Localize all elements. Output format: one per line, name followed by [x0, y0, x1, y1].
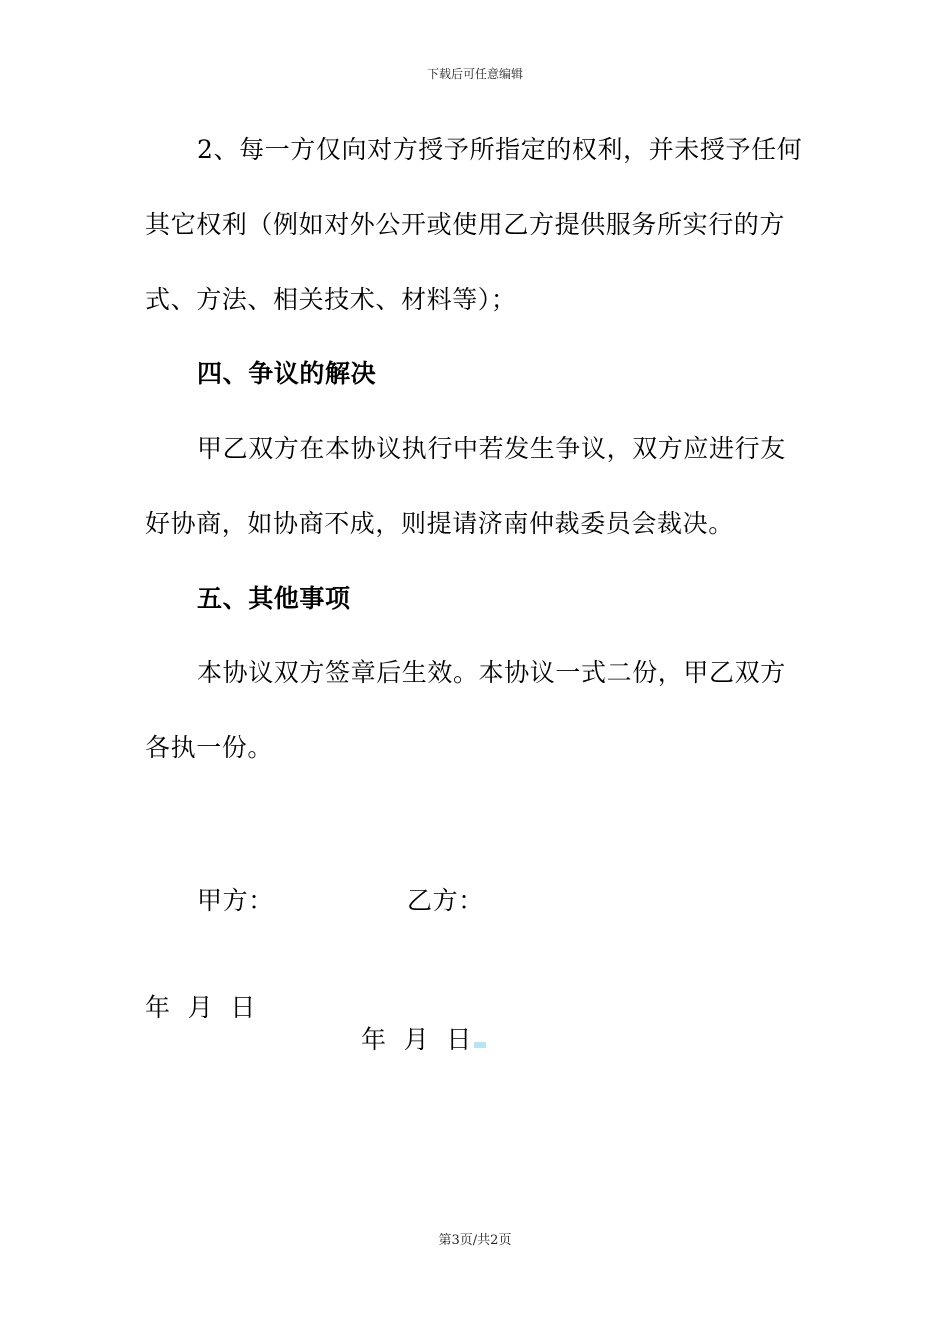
party-a-label: 甲方：	[197, 886, 274, 915]
party-b-date-group	[361, 1024, 486, 1056]
party-b-date: 年 月 日	[361, 1025, 472, 1054]
party-b-label: 乙方：	[407, 886, 484, 915]
page-header: 下载后可任意编辑	[426, 67, 523, 81]
clause-2-line-3: 式、方法、相关技术、材料等）；	[145, 285, 517, 314]
date-row	[0, 960, 950, 1056]
party-a-date: 年 月 日	[145, 993, 256, 1022]
section-heading-dispute: 四、争议的解决	[197, 359, 377, 388]
dispute-text-line-1: 甲乙双方在本协议执行中若发生争议，双方应进行友	[197, 434, 786, 463]
clause-2-line-1: 2、每一方仅向对方授予所指定的权利，并未授予任何	[197, 135, 803, 164]
other-text-line-1: 本协议双方签章后生效。本协议一式二份，甲乙双方	[197, 658, 786, 687]
other-text-line-2: 各执一份。	[145, 733, 274, 762]
section-heading-other: 五、其他事项	[197, 584, 351, 613]
dispute-text-line-2: 好协商，如协商不成，则提请济南仲裁委员会裁决。	[145, 509, 734, 538]
clause-2-line-2: 其它权利（例如对外公开或使用乙方提供服务所实行的方	[145, 210, 786, 239]
text-cursor-marker	[474, 1042, 486, 1048]
page-number: 第3页/共2页	[438, 1233, 512, 1248]
